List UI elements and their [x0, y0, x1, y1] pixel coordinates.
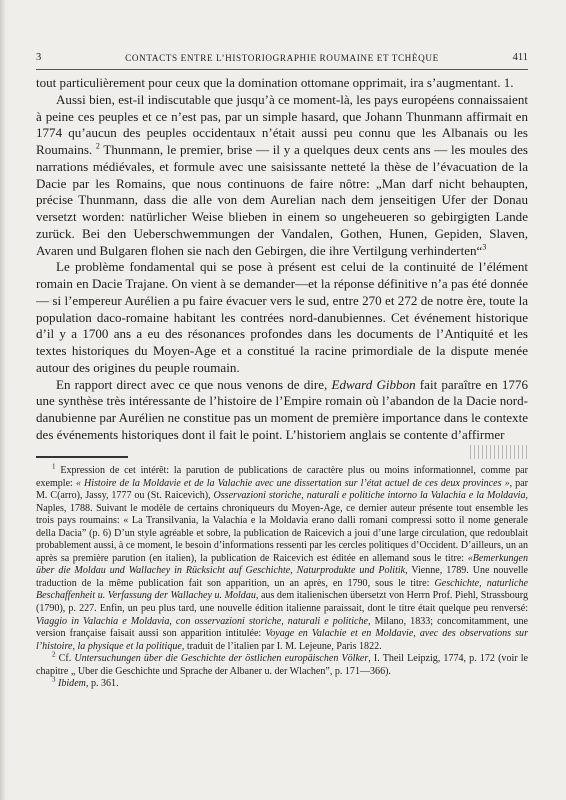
- scan-edge-shadow: [0, 0, 6, 800]
- paragraph-1-text: tout particulièrement pour ceux que la domination ottomane opprimait, ira s’augmentant.: [36, 75, 504, 90]
- paragraph-2: [36, 92, 528, 260]
- footnote-1-text: Expression de cet intérêt: la parution de publications de caractère plus ou moins informationnel, comme par exemple:: [36, 465, 528, 489]
- footnote-1-text: , par M. C(arro), Jassy, 1777 ou (St. Raicevich),: [36, 477, 528, 502]
- paragraph-1: tout particulièrement pour ceux que la domination ottomane opprimait, ira s’augmentant. 1.: [36, 75, 514, 90]
- footnote-2-text: Cf.: [55, 653, 75, 665]
- footnote-1-title: Viaggio in Valachia e Moldavia, con osservazioni storiche, naturali e politiche: [36, 615, 368, 627]
- footnote-2-number: 2: [52, 650, 56, 659]
- footnote-1-text: , aus dem italienischen übersetzt von Herrn Prof. Piehl, Strassbourg (1790), p. 227. Enfin, un peu plus tard, une nouvelle édition italienne paraissait, dont le titre était quelque peu renversé:: [36, 590, 528, 615]
- footnote-rule: [36, 456, 128, 458]
- footnote-3: [36, 675, 528, 691]
- footnote-2-text: , I. Theil Leipzig, 1774, p. 172 (voir le chapitre „ Uber die Geschichte und Sprache der Albaner u. der Wlachen”, p. 171—366).: [36, 653, 528, 677]
- footnote-1-title: Osservazioni storiche, naturali e politiche intorno la Valachia e la Moldavia: [213, 490, 526, 502]
- footnote-1-text: , traduit de l’italien par I. M. Lejeune, Paris 1822.: [181, 640, 382, 652]
- footnote-1: [36, 462, 529, 653]
- footnote-ref-2: 2: [95, 141, 100, 151]
- header-left-number: 3: [36, 52, 42, 63]
- footnote-3-title: Ibidem: [58, 678, 86, 690]
- footnote-1-title: Voyage en Valachie et en Moldavie, avec des observations sur l’histoire, la physique et la politique: [36, 628, 528, 652]
- paragraph-2-text-b: Thunmann, le premier, brise — il y a quelques deux cents ans — les moules des narrations médiévales, et formule avec une saisissante netteté la thèse de l’évacuation de la Dacie par les Romains, que nous continuons de faire nôtre: „Man darf nicht behaupten, précise Thunmann, dass die alle von dem Aurelian nach dem jenseitigen Ufer der Donau versetzt worden: natürlicher Weise blieben in einem so ungeheueren so gebirgigten Lande zurück. Bei den Ueberschwemmungen der Vandalen, Gothen, Hunen, Gepiden, Slaven, Avaren und Bulgaren flohen sie nach den Gebirgen, die ihre Vertilgung verhinderten“: [36, 142, 528, 258]
- footnote-1-title: «Bemerkungen über die Moldau und Wallachey in Rücksicht auf Geschichte, Naturprodukte und Politik: [36, 552, 528, 577]
- footnote-1-text: , Vienne, 1789. Une nouvelle traduction de la même publication fait son apparition, un an après, en 1790, sous le titre:: [36, 565, 528, 589]
- footnote-1-text: , Milano, 1833; concomitamment, une version française faisait aussi son apparition intitulée:: [36, 615, 528, 640]
- footnote-3-number: 3: [52, 675, 56, 684]
- paragraph-4-text-b: fait paraître en 1776 une synthèse très intéressante de l’histoire de l’Empire romain où l’abandon de la Dacie nord-danubienne par Aurélien ne constitue pas un moment de première importance dans le contexte des événements historiques dont il fait le point. L’historiem anglais se contente d’affirmer: [36, 376, 528, 442]
- footnote-ref-3: 3: [482, 242, 487, 252]
- author-name: Edward Gibbon: [331, 376, 416, 392]
- paragraph-2-text-a: Aussi bien, est-il indiscutable que jusqu’à ce moment-là, les pays européens connaissaient à peine ces peuples et ce n’est pas, par un simple hasard, que Johann Thunmann affirmait en 1774 qu’aucun des peuples occidentaux n’était aussi peu connu que les Albanais ou les Roumains.: [36, 91, 528, 157]
- footnote-ref-1: 1: [503, 75, 511, 90]
- footnote-1-number: 1: [52, 462, 56, 471]
- running-header: [36, 52, 528, 68]
- paragraph-4: [36, 377, 528, 444]
- footnote-1-text: , Naples, 1788. Suivant le modèle de certains chroniqueurs du Moyen-Age, ce dernier auteur présente tout ensemble les trois pays roumains: « La Transilvania, la Valachia e la Moldavia erano dalli romani compressi sotto il nome generale della Dacia” (p. 6) D’un style agréable et sobre, la publication de Raicevich a joui d’une large circulation, que redoublait probablement aussi, à ce moment, le besoin d’informations ressenti par les cercles politiques d’Occident. D’ailleurs, un an après sa première parution (en italien), la publication de Raicevich est éditée en allemand sous le titre:: [36, 490, 528, 564]
- running-title: CONTACTS ENTRE L’HISTORIOGRAPHIE ROUMAINE ET TCHÈQUE: [125, 53, 439, 63]
- paragraph-4-text-a: En rapport direct avec ce que nous venons de dire,: [56, 376, 332, 392]
- footnote-2-title: Untersuchungen über die Geschichte der östlichen europäischen Völker: [74, 653, 369, 665]
- main-text: [36, 75, 528, 444]
- footnote-1-title: « Histoire de la Moldavie et de la Valachie avec une dissertation sur l’état actuel de ces deux provinces »: [75, 477, 510, 489]
- paragraph-3: Le problème fondamental qui se pose à présent est celui de la continuité de l’élément romain en Dacie Trajane. On vient à se demander—et la réponse définitive n’a pas été donnée — si l’empereur Aurélien a pu faire évacuer vers le sud, entre 270 et 272 de notre ère, toute la population daco-romaine habitant les contrées nord-danubiennes. Cet événement historique d’il y a 1700 ans a eu des résonances profondes dans les documents de l’Antiquité et les textes historiques du Moyen-Age et a constitué la racine primordiale de la dispute menée autour des origines du peuple roumain.: [36, 259, 528, 375]
- footnotes: [36, 462, 529, 691]
- footnote-2: [36, 650, 528, 678]
- page-number: 411: [512, 52, 528, 63]
- header-rule: [36, 69, 528, 70]
- footnote-1-title: Geschichte, naturliche Beschaffenheit u. Verfassung der Wallachey u. Moldau: [36, 577, 529, 602]
- scan-smudge: [470, 445, 530, 459]
- footnote-3-text: , p. 361.: [85, 678, 119, 690]
